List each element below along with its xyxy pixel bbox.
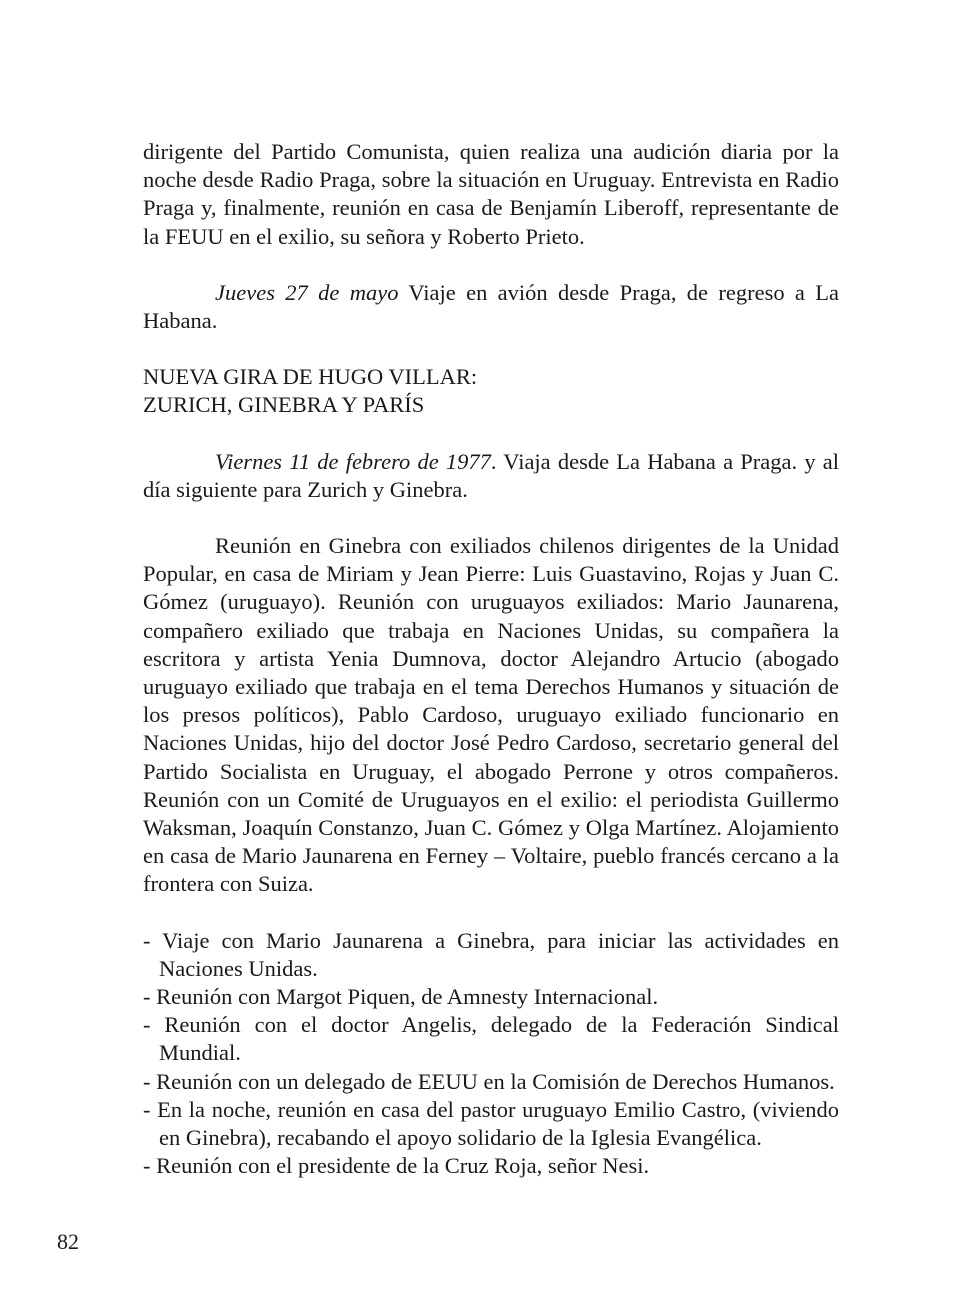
diary-entry-may-27 — [143, 279, 839, 335]
list-item: - Reunión con el presidente de la Cruz Roja, señor Nesi. — [143, 1153, 650, 1179]
section-heading — [143, 363, 839, 419]
list-item: - Reunión con el doctor Angelis, delegado de la Federación Sindical Mundial. — [143, 1012, 839, 1066]
list-item: - Reunión con Margot Piquen, de Amnesty Internacional. — [143, 984, 659, 1010]
activities-list — [143, 927, 839, 1181]
entry-text: . Viaja desde La Habana a Praga. y al día siguiente para Zurich y Ginebra. — [143, 448, 839, 502]
section-heading-line-2: ZURICH, GINEBRA Y PARÍS — [143, 392, 425, 418]
list-item: - Viaje con Mario Jaunarena a Ginebra, para iniciar las actividades en Naciones Unidas. — [143, 927, 839, 981]
page-number: 82 — [57, 1229, 79, 1254]
page-body — [143, 138, 839, 1181]
entry-text: Viaje en avión desde Praga, de regreso a La Habana. — [143, 279, 839, 334]
list-item: - Reunión con un delegado de EEUU en la Comisión de Derechos Humanos. — [143, 1068, 835, 1094]
section-heading-line-1: NUEVA GIRA DE HUGO VILLAR: — [143, 364, 478, 390]
paragraph-continued: dirigente del Partido Comunista, quien realiza una audición diaria por la noche desde Radio Praga, sobre la situación en Uruguay. Entrevista en Radio Praga y, finalmente, reunión en casa de Benjamín Liberoff, representante de la FEUU en el exilio, su señora y Roberto Prieto. — [143, 139, 839, 249]
entry-date: Viernes 11 de febrero de 1977 — [215, 448, 491, 474]
list-item: - En la noche, reunión en casa del pastor uruguayo Emilio Castro, (viviendo en Ginebra), recabando el apoyo solidario de la Iglesia Evangélica. — [143, 1096, 839, 1151]
diary-entry-feb-11 — [143, 448, 839, 504]
paragraph-geneva-meetings: Reunión en Ginebra con exiliados chilenos dirigentes de la Unidad Popular, en casa de Miriam y Jean Pierre: Luis Guastavino, Rojas y Juan C. Gómez (uruguayo). Reunión con uruguayos exiliados: Mario Jaunarena, compañero exiliado que trabaja en Naciones Unidas, su compañera la escritora y artista Yenia Dumnova, doctor Alejandro Artucio (abogado uruguayo exiliado que trabaja en el tema Derechos Humanos y situación de los presos políticos), Pablo Cardoso, uruguayo exiliado funcionario en Naciones Unidas, hijo del doctor José Pedro Cardoso, secretario general del Partido Socialista en Uruguay, el abogado Perrone y otros compañeros. Reunión con un Comité de Uruguayos en el exilio: el periodista Guillermo Waksman, Joaquín Constanzo, Juan C. Gómez y Olga Martínez. Alojamiento en casa de Mario Jaunarena en Ferney – Voltaire, pueblo francés cercano a la frontera con Suiza. — [143, 533, 839, 897]
entry-date: Jueves 27 de mayo — [215, 279, 399, 305]
